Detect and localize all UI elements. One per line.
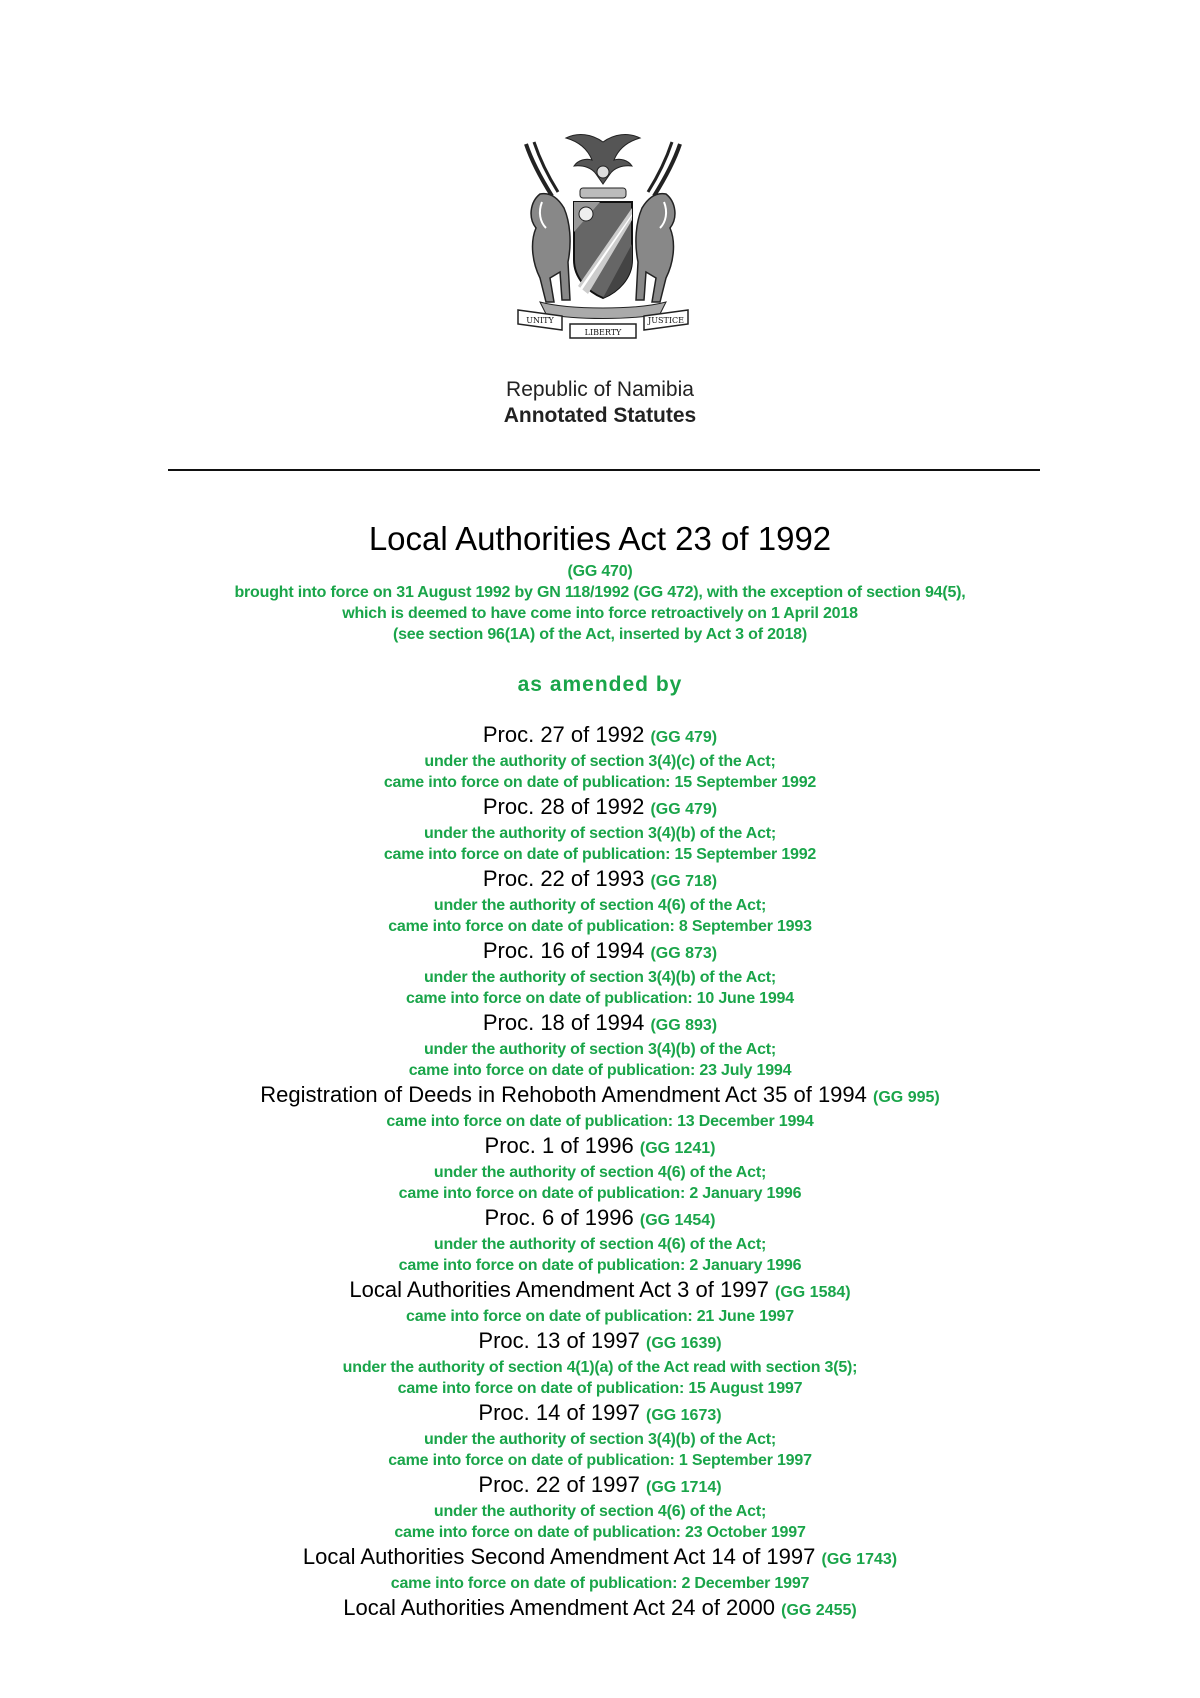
act-retroactive-note: which is deemed to have come into force retroactively on 1 April 2018 bbox=[342, 605, 858, 622]
amendment-note: came into force on date of publication: 15 September 1992 bbox=[383, 774, 817, 791]
amendment-entry bbox=[0, 1543, 1200, 1594]
amendment-gazette-ref: (GG 1241) bbox=[639, 1140, 716, 1157]
amendment-heading bbox=[0, 1543, 1200, 1573]
amendment-note: under the authority of section 4(6) of the Act; bbox=[433, 1236, 767, 1253]
amendment-entry bbox=[0, 1132, 1200, 1204]
amendment-entry bbox=[0, 1471, 1200, 1543]
amendment-gazette-ref: (GG 893) bbox=[650, 1017, 718, 1034]
amendment-title: Proc. 16 of 1994 bbox=[482, 938, 645, 963]
amendment-gazette-ref: (GG 873) bbox=[650, 945, 718, 962]
amendment-entry bbox=[0, 1276, 1200, 1327]
amendment-gazette-ref: (GG 1639) bbox=[645, 1335, 722, 1352]
amendment-entry bbox=[0, 793, 1200, 865]
amendment-entry bbox=[0, 1327, 1200, 1399]
amendment-note: under the authority of section 3(4)(b) of the Act; bbox=[423, 1431, 777, 1448]
amendment-heading bbox=[0, 1594, 1200, 1624]
amendment-entry bbox=[0, 1081, 1200, 1132]
amendment-note: came into force on date of publication: 15 September 1992 bbox=[383, 846, 817, 863]
amendment-title: Registration of Deeds in Rehoboth Amendment Act 35 of 1994 bbox=[260, 1082, 867, 1107]
amendment-title: Proc. 13 of 1997 bbox=[478, 1328, 640, 1353]
amendment-heading bbox=[0, 1132, 1200, 1162]
act-title: Local Authorities Act 23 of 1992 bbox=[368, 520, 832, 557]
amendment-gazette-ref: (GG 1584) bbox=[775, 1284, 851, 1301]
amendment-entry bbox=[0, 1204, 1200, 1276]
amendment-gazette-ref: (GG 479) bbox=[650, 729, 718, 746]
amendment-title: Local Authorities Amendment Act 24 of 2000 bbox=[343, 1595, 775, 1620]
amendment-gazette-ref: (GG 479) bbox=[650, 801, 718, 818]
amendment-note: under the authority of section 4(6) of the Act; bbox=[433, 1503, 767, 1520]
amendment-note: came into force on date of publication: 1 September 1997 bbox=[388, 1452, 812, 1469]
act-commencement-note: brought into force on 31 August 1992 by GN 118/1992 (GG 472), with the exception of section 94(5), bbox=[234, 584, 966, 601]
amendment-entry bbox=[0, 937, 1200, 1009]
amendment-heading bbox=[0, 1399, 1200, 1429]
amendments-list bbox=[0, 721, 1200, 1624]
amendment-heading bbox=[0, 865, 1200, 895]
amendment-gazette-ref: (GG 718) bbox=[650, 873, 718, 890]
amendment-note: came into force on date of publication: 2 January 1996 bbox=[398, 1185, 802, 1202]
amendment-heading bbox=[0, 1327, 1200, 1357]
amendment-gazette-ref: (GG 1743) bbox=[821, 1551, 898, 1568]
document-body bbox=[0, 517, 1200, 1624]
amendment-note: under the authority of section 4(6) of the Act; bbox=[433, 897, 767, 914]
amended-by-label: as amended by bbox=[517, 673, 683, 696]
republic-label: Republic of Namibia bbox=[506, 378, 694, 401]
amendment-gazette-ref: (GG 2455) bbox=[781, 1602, 857, 1619]
amendment-heading bbox=[0, 721, 1200, 751]
namibia-coat-of-arms-icon bbox=[500, 132, 706, 344]
amendment-title: Proc. 18 of 1994 bbox=[482, 1010, 645, 1035]
amendment-gazette-ref: (GG 995) bbox=[873, 1089, 940, 1106]
amendment-note: under the authority of section 3(4)(b) of the Act; bbox=[423, 825, 777, 842]
amendment-entry bbox=[0, 865, 1200, 937]
amendment-note: under the authority of section 3(4)(b) of the Act; bbox=[423, 969, 777, 986]
amendment-title: Proc. 6 of 1996 bbox=[484, 1205, 634, 1230]
crest-motto-right: JUSTICE bbox=[648, 316, 684, 325]
amendment-note: came into force on date of publication: 13 December 1994 bbox=[386, 1113, 814, 1130]
crest-motto-left: UNITY bbox=[526, 316, 554, 325]
amendment-title: Proc. 14 of 1997 bbox=[478, 1400, 640, 1425]
amendment-title: Proc. 28 of 1992 bbox=[482, 794, 645, 819]
amendment-entry bbox=[0, 721, 1200, 793]
amendment-heading bbox=[0, 1081, 1200, 1111]
annotated-statutes-label: Annotated Statutes bbox=[503, 404, 697, 427]
amendment-note: came into force on date of publication: 23 October 1997 bbox=[394, 1524, 806, 1541]
amendment-title: Local Authorities Amendment Act 3 of 1997 bbox=[349, 1277, 769, 1302]
amendment-note: came into force on date of publication: 15 August 1997 bbox=[397, 1380, 803, 1397]
amendment-entry bbox=[0, 1399, 1200, 1471]
amendment-gazette-ref: (GG 1714) bbox=[645, 1479, 722, 1496]
amendment-title: Proc. 22 of 1993 bbox=[482, 866, 645, 891]
amendment-note: came into force on date of publication: 2 December 1997 bbox=[390, 1575, 810, 1592]
amendment-note: came into force on date of publication: 8 September 1993 bbox=[388, 918, 812, 935]
act-reference-note: (see section 96(1A) of the Act, inserted by Act 3 of 2018) bbox=[392, 626, 807, 643]
crest-motto-center: LIBERTY bbox=[584, 328, 622, 337]
amendment-title: Proc. 27 of 1992 bbox=[482, 722, 645, 747]
amendment-note: under the authority of section 4(1)(a) of the Act read with section 3(5); bbox=[342, 1359, 858, 1376]
amendment-entry bbox=[0, 1594, 1200, 1624]
amendment-note: came into force on date of publication: 10 June 1994 bbox=[406, 990, 794, 1007]
amendment-heading bbox=[0, 937, 1200, 967]
amendment-gazette-ref: (GG 1454) bbox=[639, 1212, 716, 1229]
amendment-title: Proc. 1 of 1996 bbox=[484, 1133, 634, 1158]
amendment-note: under the authority of section 4(6) of the Act; bbox=[433, 1164, 767, 1181]
amendment-note: under the authority of section 3(4)(b) of the Act; bbox=[423, 1041, 777, 1058]
amendment-title: Local Authorities Second Amendment Act 14 of 1997 bbox=[302, 1544, 816, 1569]
amendment-note: came into force on date of publication: 2 January 1996 bbox=[398, 1257, 802, 1274]
amendment-note: came into force on date of publication: 21 June 1997 bbox=[406, 1308, 794, 1325]
amendment-entry bbox=[0, 1009, 1200, 1081]
header-divider bbox=[168, 469, 1040, 471]
amendment-heading bbox=[0, 793, 1200, 823]
amendment-heading bbox=[0, 1276, 1200, 1306]
publication-header bbox=[0, 376, 1200, 429]
amendment-title: Proc. 22 of 1997 bbox=[478, 1472, 640, 1497]
amendment-note: came into force on date of publication: 23 July 1994 bbox=[408, 1062, 792, 1079]
amendment-heading bbox=[0, 1471, 1200, 1501]
amendment-heading bbox=[0, 1009, 1200, 1039]
act-gazette-note: (GG 470) bbox=[567, 563, 633, 580]
amendment-heading bbox=[0, 1204, 1200, 1234]
amendment-note: under the authority of section 3(4)(c) of the Act; bbox=[424, 753, 776, 770]
amendment-gazette-ref: (GG 1673) bbox=[645, 1407, 722, 1424]
